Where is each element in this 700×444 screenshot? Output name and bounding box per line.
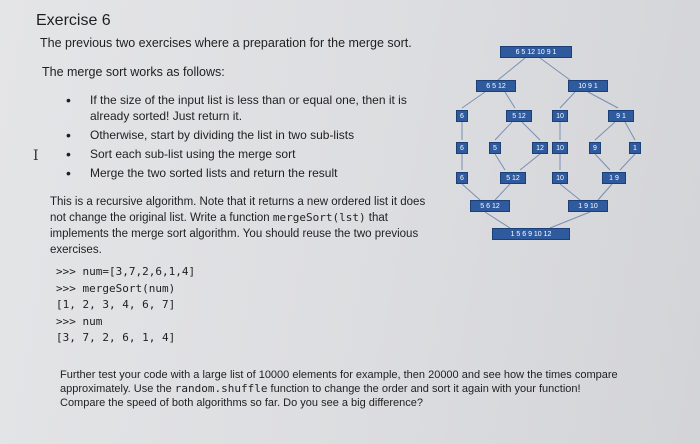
task-paragraph (50, 194, 430, 258)
code-line: >>> num=[3,7,2,6,1,4] (56, 265, 196, 278)
steps-list (60, 92, 440, 184)
diagram-node: 12 (532, 142, 548, 154)
shuffle-function-name: random.shuffle (174, 382, 268, 395)
diagram-node: 9 (589, 142, 601, 154)
diagram-node: 6 (456, 110, 468, 122)
code-line: [1, 2, 3, 4, 6, 7] (56, 298, 176, 311)
diagram-right-half: 10 9 1 (568, 80, 608, 92)
task-text-1: This is a recursive algorithm. Note that it returns a new ordered list it does not change the original list. Write a function (50, 196, 426, 224)
further-text-2: function to change the order and sort it again with your function! Compare the speed of both algorithms so far. Do you see a big difference? (60, 383, 581, 409)
exercise-title: Exercise 6 (36, 12, 111, 29)
further-paragraph (60, 368, 620, 410)
diagram-left-half: 6 5 12 (476, 80, 516, 92)
text-cursor-icon: I (33, 148, 39, 164)
diagram-root-list: 6 5 12 10 9 1 (500, 46, 572, 58)
diagram-merged-left: 5 6 12 (470, 200, 510, 212)
diagram-node: 10 (552, 172, 568, 184)
diagram-node: 1 9 (602, 172, 626, 184)
diagram-node: 5 12 (500, 172, 526, 184)
code-line: [3, 7, 2, 6, 1, 4] (56, 331, 176, 344)
task-text-2: that implements the merge sort algorithm. You should reuse the two previous exercises. (50, 212, 419, 256)
diagram-sorted-list: 1 5 6 9 10 12 (492, 228, 570, 240)
diagram-node: 1 (629, 142, 641, 154)
diagram-node: 9 1 (608, 110, 634, 122)
list-item: • If the size of the input list is less than or equal one, then it is already sorted! Just return it. (60, 92, 440, 124)
merge-sort-diagram (440, 40, 680, 260)
diagram-merged-right: 1 9 10 (568, 200, 608, 212)
code-example (56, 264, 195, 347)
code-line: >>> mergeSort(num) (56, 281, 176, 295)
diagram-node: 5 (489, 142, 501, 154)
list-item: • Merge the two sorted lists and return the result (60, 165, 440, 181)
function-signature: mergeSort(lst) (272, 211, 366, 224)
list-item: • Otherwise, start by dividing the list in two sub-lists (60, 127, 440, 143)
diagram-node: 10 (552, 110, 568, 122)
list-item: • Sort each sub-list using the merge sort (60, 146, 440, 162)
code-line: >>> num (56, 314, 103, 328)
works-heading: The merge sort works as follows: (42, 65, 225, 79)
diagram-node: 10 (552, 142, 568, 154)
diagram-node: 5 12 (506, 110, 532, 122)
diagram-node: 6 (456, 142, 468, 154)
intro-text: The previous two exercises where a preparation for the merge sort. (40, 36, 412, 50)
diagram-node: 6 (456, 172, 468, 184)
further-text-1: Further test your code with a large list of 10000 elements for example, then 20000 and see how the times compare approximately. Use the (60, 369, 618, 395)
